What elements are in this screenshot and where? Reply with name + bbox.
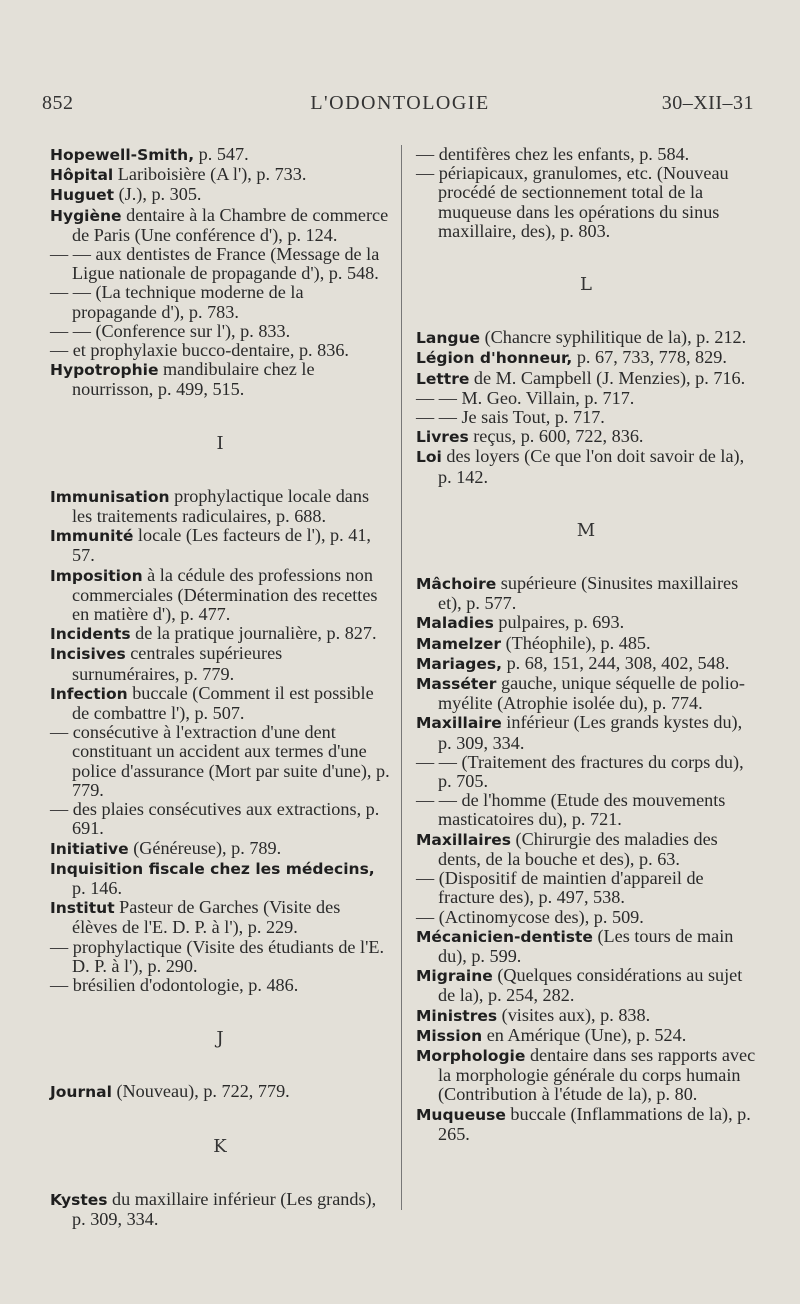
- section-spacer: [50, 1048, 390, 1082]
- index-column-right: [416, 145, 756, 1144]
- index-entry: [416, 634, 756, 654]
- entry-heading: Maxillaires: [416, 830, 511, 849]
- entry-text: — dentifères chez les enfants, p. 584.: [416, 144, 690, 164]
- index-entry: [416, 164, 756, 241]
- index-entry: [416, 145, 756, 164]
- index-entry: [50, 898, 390, 937]
- section-spacer: [416, 241, 756, 275]
- index-entry: [416, 369, 756, 389]
- entry-text: (Nouveau), p. 722, 779.: [111, 1081, 290, 1102]
- entry-heading: Incidents: [50, 625, 131, 644]
- index-entry: [50, 487, 390, 526]
- index-entry: [50, 245, 390, 283]
- entry-text: de M. Campbell (J. Menzies), p. 716.: [469, 367, 746, 388]
- entry-text: — — de l'homme (Etude des mouvements masticatoires du), p. 721.: [416, 790, 726, 830]
- index-entry: [416, 753, 756, 791]
- index-entry: [50, 566, 390, 625]
- entry-heading: Mamelzer: [416, 634, 502, 653]
- entry-heading: Incisives: [50, 645, 126, 664]
- entry-text: dentaire dans ses rapports avec la morphologie générale du corps humain (Contribution à l'étude de la), p. 80.: [438, 1044, 756, 1105]
- entry-heading: Migraine: [416, 967, 493, 986]
- entry-text: inférieur (Les grands kystes du), p. 309, 334.: [438, 712, 743, 753]
- entry-text: (Chirurgie des maladies des dents, de la bouche et des), p. 63.: [438, 828, 718, 869]
- index-entry: [50, 526, 390, 565]
- entry-text: (Les tours de main du), p. 599.: [438, 925, 734, 966]
- entry-text: (Généreuse), p. 789.: [128, 837, 282, 858]
- entry-heading: Initiative: [50, 839, 129, 858]
- entry-text: reçus, p. 600, 722, 836.: [468, 426, 644, 447]
- index-entry: [416, 791, 756, 829]
- entry-heading: Institut: [50, 899, 115, 918]
- entry-text: p. 67, 733, 778, 829.: [572, 347, 727, 368]
- entry-text: — périapicaux, granulomes, etc. (Nouveau procédé de sectionnement total de la muqueuse dans les opérations du sinus maxillaire, des), p. 803.: [416, 163, 729, 241]
- entry-text: — — (Conference sur l'), p. 833.: [50, 320, 291, 341]
- entry-heading: Muqueuse: [416, 1105, 506, 1124]
- entry-text: dentaire à la Chambre de commerce de Paris (Une conférence d'), p. 124.: [72, 204, 389, 245]
- index-entry: [50, 165, 390, 185]
- entry-heading: Journal: [50, 1083, 112, 1102]
- index-entry: [50, 800, 390, 838]
- entry-text: (Chancre syphilitique de la), p. 212.: [480, 327, 747, 348]
- entry-text: en Amérique (Une), p. 524.: [482, 1024, 687, 1045]
- entry-text: — et prophylaxie bucco-dentaire, p. 836.: [50, 340, 349, 361]
- entry-heading: Immunisation: [50, 487, 170, 506]
- index-entry: [416, 654, 756, 674]
- section-spacer: [50, 1156, 390, 1190]
- section-letter: I: [216, 432, 224, 454]
- entry-heading: Hôpital: [50, 166, 114, 185]
- entry-text: à la cédule des professions non commerciales (Détermination des recettes en matière d'), p. 477.: [72, 564, 378, 625]
- index-entry: [416, 1026, 756, 1046]
- section-spacer: [50, 1103, 390, 1137]
- entry-heading: Infection: [50, 684, 128, 703]
- entry-heading: Maladies: [416, 614, 494, 633]
- entry-heading: Inquisition fiscale chez les médecins,: [50, 859, 375, 878]
- index-entry: [50, 206, 390, 245]
- entry-text: centrales supérieures surnuméraires, p. 779.: [72, 643, 283, 684]
- entry-heading: Lettre: [416, 369, 470, 388]
- index-entry: [416, 328, 756, 348]
- index-column-left: [50, 145, 390, 1229]
- entry-text: des loyers (Ce que l'on doit savoir de la), p. 142.: [438, 446, 745, 487]
- entry-text: — prophylactique (Visite des étudiants de l'E. D. P. à l'), p. 290.: [50, 936, 385, 976]
- entry-text: p. 68, 151, 244, 308, 402, 548.: [502, 652, 730, 673]
- index-entry: [50, 360, 390, 399]
- index-entry: [50, 684, 390, 723]
- entry-heading: Ministres: [416, 1006, 498, 1025]
- entry-text: (Théophile), p. 485.: [501, 632, 651, 653]
- section-spacer: [50, 400, 390, 434]
- entry-text: buccale (Inflammations de la), p. 265.: [438, 1103, 751, 1144]
- index-entry: [416, 830, 756, 869]
- entry-text: locale (Les facteurs de l'), p. 41, 57.: [72, 525, 371, 566]
- entry-text: (Quelques considérations au sujet de la), p. 254, 282.: [438, 965, 743, 1006]
- entry-heading: Hygiène: [50, 206, 122, 225]
- index-entry: [416, 927, 756, 966]
- index-entry: [416, 389, 756, 408]
- index-entry: [50, 938, 390, 976]
- index-entry: [50, 341, 390, 360]
- entry-text: — consécutive à l'extraction d'une dent constituant un accident aux termes d'une police d'assurance (Mort par suite d'une), p. 779.: [50, 722, 390, 800]
- index-entry: [416, 613, 756, 633]
- index-entry: [50, 624, 390, 644]
- index-entry: [50, 283, 390, 321]
- entry-text: — (Actinomycose des), p. 509.: [416, 906, 644, 927]
- entry-heading: Huguet: [50, 186, 115, 205]
- section-letter: J: [216, 1028, 224, 1050]
- section-letter: M: [576, 519, 596, 541]
- index-entry: [50, 145, 390, 165]
- index-entry: [416, 348, 756, 368]
- entry-heading: Hypotrophie: [50, 361, 159, 380]
- index-entry: [416, 1046, 756, 1105]
- entry-heading: Livres: [416, 428, 469, 447]
- entry-text: — (Dispositif de maintien d'appareil de fracture des), p. 497, 538.: [416, 868, 704, 908]
- entry-heading: Mâchoire: [416, 575, 497, 594]
- index-entry: [50, 644, 390, 683]
- column-divider: [401, 145, 402, 1210]
- entry-text: Pasteur de Garches (Visite des élèves de l'E. D. P. à l'), p. 229.: [72, 897, 341, 938]
- entry-text: (visites aux), p. 838.: [497, 1004, 651, 1025]
- index-entry: [416, 713, 756, 752]
- entry-heading: Immunité: [50, 527, 134, 546]
- entry-text: — — (Traitement des fractures du corps du), p. 705.: [416, 751, 744, 792]
- entry-heading: Mission: [416, 1026, 483, 1045]
- entry-heading: Légion d'honneur,: [416, 349, 573, 368]
- entry-heading: Mécanicien-dentiste: [416, 927, 593, 946]
- index-entry: [50, 1082, 390, 1102]
- index-entry: [416, 447, 756, 486]
- entry-heading: Imposition: [50, 566, 143, 585]
- section-letter: L: [580, 274, 592, 296]
- entry-text: pulpaires, p. 693.: [493, 612, 625, 633]
- entry-text: — brésilien d'odontologie, p. 486.: [50, 974, 299, 995]
- journal-title: L'ODONTOLOGIE: [310, 92, 490, 114]
- entry-heading: Mariages,: [416, 654, 503, 673]
- index-entry: [50, 723, 390, 800]
- entry-text: — — (La technique moderne de la propagande d'), p. 783.: [50, 282, 304, 322]
- entry-heading: Maxillaire: [416, 714, 502, 733]
- section-spacer: [416, 294, 756, 328]
- entry-text: (J.), p. 305.: [114, 184, 202, 205]
- index-entry: [416, 966, 756, 1005]
- entry-text: mandibulaire chez le nourrisson, p. 499, 515.: [72, 359, 315, 400]
- entry-text: — — aux dentistes de France (Message de la Ligue nationale de propagande d'), p. 548.: [50, 244, 380, 284]
- index-entry: [50, 859, 390, 898]
- entry-heading: Hopewell-Smith,: [50, 146, 195, 164]
- entry-text: Lariboisière (A l'), p. 733.: [113, 164, 307, 185]
- index-entry: [50, 1190, 390, 1229]
- issue-date: 30–XII–31: [661, 92, 754, 114]
- section-spacer: [50, 453, 390, 487]
- section-letter: K: [213, 1135, 227, 1157]
- entry-text: buccale (Comment il est possible de combattre l'), p. 507.: [72, 682, 374, 724]
- index-entry: [416, 908, 756, 927]
- section-spacer: [50, 995, 390, 1029]
- index-entry: [416, 1006, 756, 1026]
- entry-text: gauche, unique séquelle de polio-myélite (Atrophie isolée du), p. 774.: [438, 673, 745, 714]
- entry-text: supérieure (Sinusites maxillaires et), p. 577.: [438, 573, 739, 614]
- index-entry: [416, 674, 756, 713]
- entry-text: de la pratique journalière, p. 827.: [130, 623, 377, 644]
- index-entry: [50, 185, 390, 205]
- entry-text: — — M. Geo. Villain, p. 717.: [416, 387, 635, 408]
- entry-text: du maxillaire inférieur (Les grands), p. 309, 334.: [72, 1188, 377, 1229]
- index-entry: [416, 408, 756, 427]
- index-entry: [416, 574, 756, 613]
- entry-text: — des plaies consécutives aux extractions, p. 691.: [50, 799, 380, 839]
- section-spacer: [416, 487, 756, 521]
- entry-text: prophylactique locale dans les traitements radiculaires, p. 688.: [72, 485, 370, 527]
- index-entry: [416, 869, 756, 907]
- index-entry: [416, 1105, 756, 1144]
- entry-text: p. 146.: [72, 877, 123, 898]
- entry-heading: Masséter: [416, 675, 497, 694]
- entry-heading: Langue: [416, 329, 481, 348]
- entry-heading: Morphologie: [416, 1046, 526, 1065]
- index-entry: [50, 839, 390, 859]
- entry-heading: Loi: [416, 448, 442, 467]
- page-number: 852: [42, 92, 74, 114]
- index-entry: [50, 322, 390, 341]
- entry-text: — — Je sais Tout, p. 717.: [416, 407, 605, 428]
- entry-heading: Kystes: [50, 1190, 108, 1209]
- index-entry: [416, 427, 756, 447]
- index-entry: [50, 976, 390, 995]
- section-spacer: [416, 540, 756, 574]
- entry-text: p. 547.: [194, 144, 249, 164]
